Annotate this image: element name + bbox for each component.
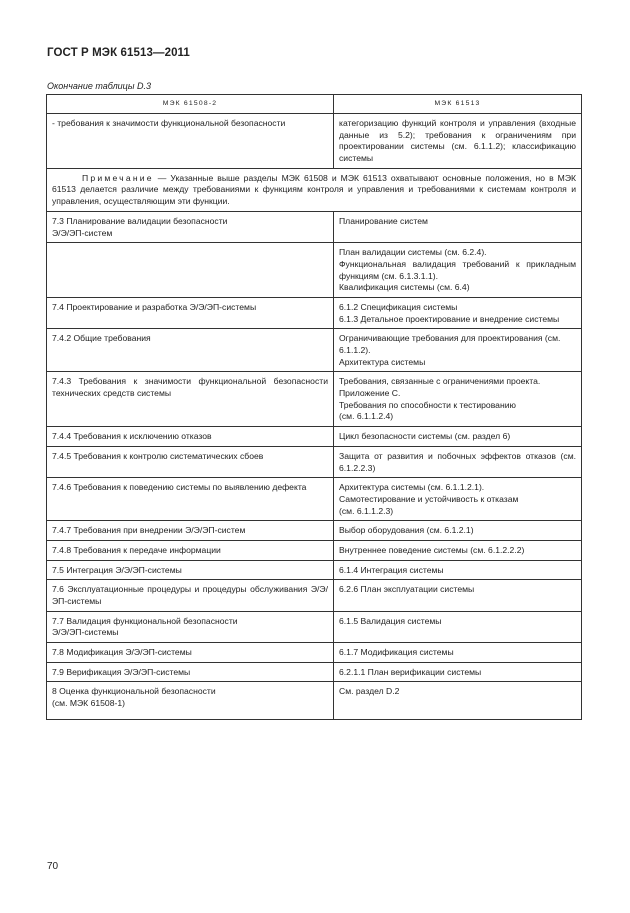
table-row	[47, 540, 582, 560]
cell-text: План валидации системы (см. 6.2.4).	[339, 247, 487, 258]
left-cell	[47, 329, 334, 372]
cell-text: 6.1.5 Валидация системы	[339, 615, 442, 626]
cell-text: 7.4.4 Требования к исключению отказов	[52, 431, 212, 442]
left-cell	[47, 446, 334, 477]
cell-text: (см. МЭК 61508-1)	[52, 698, 125, 709]
column-header-iec-61508-2: МЭК 61508-2	[47, 95, 334, 114]
cell-text: 7.8 Модификация Э/Э/ЭП-системы	[52, 647, 192, 658]
cell-text: 6.2.1.1 План верификации системы	[339, 666, 482, 677]
cell-text: Планирование систем	[339, 215, 428, 226]
table-row	[47, 446, 582, 477]
table-row	[47, 372, 582, 427]
cell-text: Выбор оборудования (см. 6.1.2.1)	[339, 525, 474, 536]
cell-text: Архитектура системы (см. 6.1.1.2.1).	[339, 482, 485, 493]
right-cell	[334, 662, 582, 682]
cell-text: Э/Э/ЭП-системы	[52, 627, 119, 638]
table-row	[47, 114, 582, 169]
page-number: 70	[47, 861, 59, 872]
cell-text: 7.4.3 Требования к значимости функциональной безопасности технических средств системы	[52, 376, 328, 399]
right-cell	[334, 611, 582, 642]
cell-text: 7.7 Валидация функциональной безопасности	[52, 615, 238, 626]
right-cell	[334, 521, 582, 541]
right-cell	[334, 580, 582, 611]
right-cell	[334, 297, 582, 328]
table-caption: Окончание таблицы D.3	[47, 81, 151, 91]
left-cell	[47, 682, 334, 720]
cell-text: 7.9 Верификация Э/Э/ЭП-системы	[52, 666, 191, 677]
cell-text: Самотестирование и устойчивость к отказам	[339, 493, 519, 504]
cell-text: 6.2.6 План эксплуатации системы	[339, 584, 475, 595]
cell-text: (см. 6.1.1.2.3)	[339, 505, 394, 516]
left-cell	[47, 560, 334, 580]
cell-text: Квалификация системы (см. 6.4)	[339, 282, 470, 293]
table-row	[47, 580, 582, 611]
cell-text: 6.1.3 Детальное проектирование и внедрение системы	[339, 313, 560, 324]
right-cell	[334, 114, 582, 169]
left-cell	[47, 114, 334, 169]
left-cell	[47, 243, 334, 298]
document-header: ГОСТ Р МЭК 61513—2011	[47, 47, 190, 59]
right-cell	[334, 682, 582, 720]
cell-text: 6.1.7 Модификация системы	[339, 647, 454, 658]
cell-text: Требования, связанные с ограничениями проекта.	[339, 376, 541, 387]
left-cell	[47, 478, 334, 521]
cell-text: 6.1.2 Спецификация системы	[339, 301, 458, 312]
table-row	[47, 662, 582, 682]
right-cell	[334, 211, 582, 242]
right-cell	[334, 560, 582, 580]
cell-text: Внутреннее поведение системы (см. 6.1.2.2.2)	[339, 544, 525, 555]
cell-text: 7.3 Планирование валидации безопасности	[52, 215, 228, 226]
cell-text: 7.6 Эксплуатационные процедуры и процедуры обслуживания Э/Э/ЭП-системы	[52, 584, 328, 606]
cell-text: 7.4.5 Требования к контролю систематических сбоев	[52, 450, 264, 461]
table-row	[47, 682, 582, 720]
cell-text: категоризацию функций контроля и управления (входные данные из 5.2); требования к ограничениям при проектировании системы (см. 6.1.1.2); классификацию системы	[339, 118, 576, 164]
note-cell	[47, 168, 582, 211]
cell-text: 7.5 Интеграция Э/Э/ЭП-системы	[52, 564, 182, 575]
cell-text: Ограничивающие требования для проектирования (см. 6.1.1.2).	[339, 333, 561, 355]
cell-text: 8 Оценка функциональной безопасности	[52, 686, 216, 697]
cell-text: 7.4.7 Требования при внедрении Э/Э/ЭП-систем	[52, 525, 246, 536]
cell-text: Э/Э/ЭП-систем	[52, 227, 113, 238]
left-cell	[47, 521, 334, 541]
cell-text: 7.4 Проектирование и разработка Э/Э/ЭП-системы	[52, 301, 257, 312]
note-row	[47, 168, 582, 211]
cell-text: 7.4.2 Общие требования	[52, 333, 151, 344]
right-cell	[334, 243, 582, 298]
left-cell	[47, 297, 334, 328]
cell-text: 7.4.6 Требования к поведению системы по выявлению дефекта	[52, 482, 307, 493]
table-row	[47, 297, 582, 328]
table-row	[47, 243, 582, 298]
left-cell	[47, 540, 334, 560]
table-row	[47, 643, 582, 663]
cell-text: Требования по способности к тестированию	[339, 399, 516, 410]
note-label: Примечание	[82, 172, 154, 183]
right-cell	[334, 540, 582, 560]
cell-text: 6.1.4 Интеграция системы	[339, 564, 444, 575]
table-header-row	[47, 95, 582, 114]
table-row	[47, 611, 582, 642]
table-row	[47, 211, 582, 242]
comparison-table	[46, 94, 582, 720]
left-cell	[47, 211, 334, 242]
right-cell	[334, 478, 582, 521]
left-cell	[47, 662, 334, 682]
cell-text: Цикл безопасности системы (см. раздел 6)	[339, 431, 511, 442]
left-cell	[47, 427, 334, 447]
cell-text: Архитектура системы	[339, 356, 426, 367]
left-cell	[47, 611, 334, 642]
right-cell	[334, 446, 582, 477]
column-header-iec-61513: МЭК 61513	[334, 95, 582, 114]
cell-text: - требования к значимости функциональной безопасности	[52, 118, 286, 128]
left-cell	[47, 580, 334, 611]
cell-text: См. раздел D.2	[339, 686, 400, 697]
table-row	[47, 427, 582, 447]
table-row	[47, 521, 582, 541]
left-cell	[47, 643, 334, 663]
cell-text: Функциональная валидация требований к прикладным функциям (см. 6.1.3.1.1).	[339, 258, 576, 281]
left-cell	[47, 372, 334, 427]
right-cell	[334, 643, 582, 663]
cell-text: (см. 6.1.1.2.4)	[339, 411, 394, 422]
right-cell	[334, 372, 582, 427]
cell-text: Защита от развития и побочных эффектов отказов (см. 6.1.2.2.3)	[339, 450, 576, 473]
table-row	[47, 329, 582, 372]
cell-text: Приложение С.	[339, 388, 401, 399]
table-row	[47, 560, 582, 580]
right-cell	[334, 427, 582, 447]
right-cell	[334, 329, 582, 372]
table-row	[47, 478, 582, 521]
cell-text: 7.4.8 Требования к передаче информации	[52, 544, 221, 555]
note-text: — Указанные выше разделы МЭК 61508 и МЭК 61513 охватывают основные положения, но в МЭК 61513 делается различие между требованиями к функциям контроля и управления и требованиями к системам контроля и управления, осуществляющим эти функции.	[52, 172, 577, 207]
